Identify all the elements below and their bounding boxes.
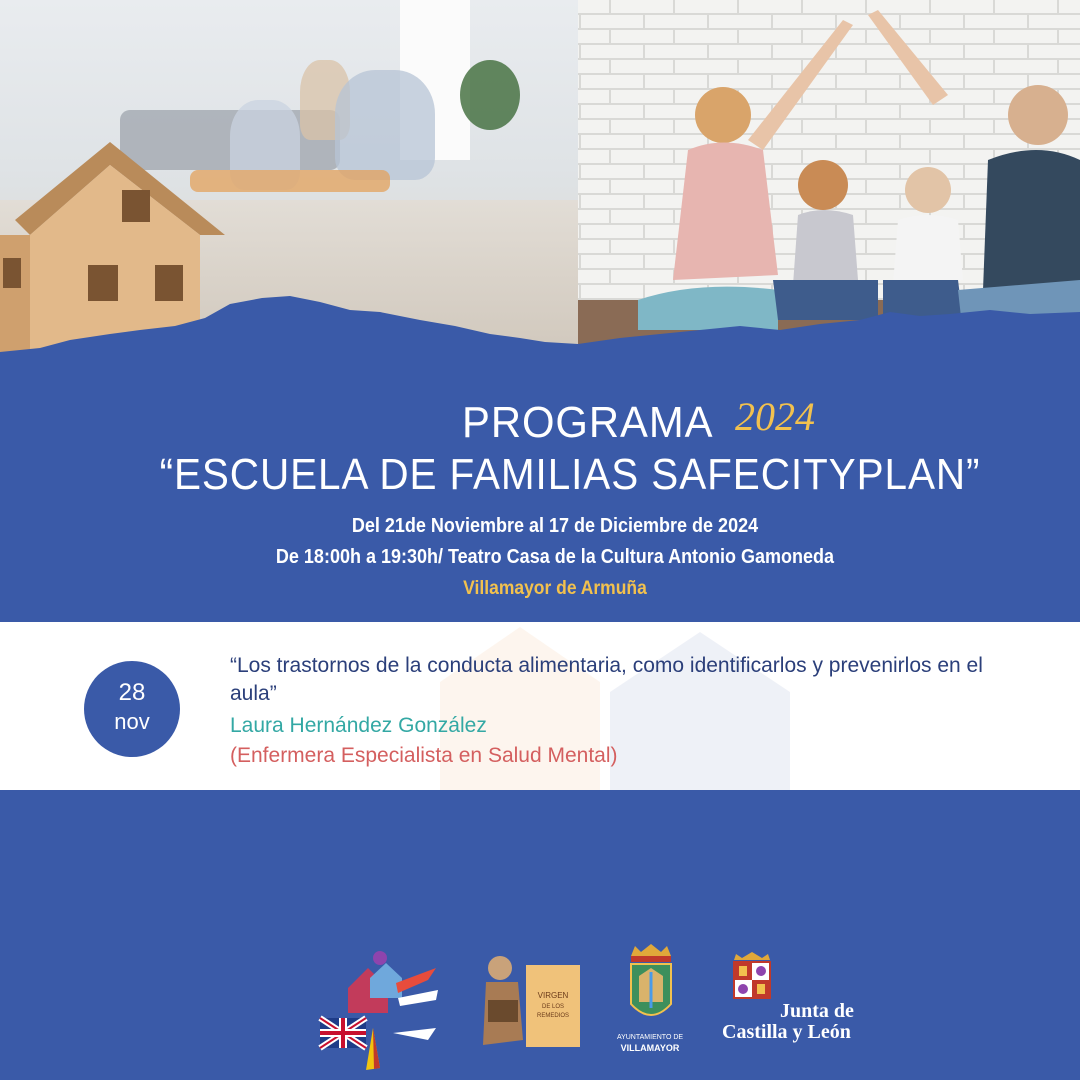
svg-text:DE LOS: DE LOS (541, 1004, 565, 1010)
event-title: “Los trastornos de la conducta alimentaria, como identificarlos y prevenirlos en el aula” (230, 654, 983, 705)
villamayor-label-small: AYUNTAMIENTO DE (616, 1034, 684, 1041)
jcyl-wordmark (722, 1001, 854, 1043)
event-month: nov (114, 709, 150, 734)
event-card (0, 622, 1080, 790)
villamayor-label: VILLAMAYOR (620, 1043, 680, 1053)
program-dates: Del 21de Noviembre al 17 de Diciembre de 2024 (351, 515, 759, 537)
jcyl-line2: Castilla y León (722, 1021, 851, 1043)
plant (460, 60, 520, 130)
virgen-remedios-logo (478, 950, 583, 1055)
program-year: 2024 (735, 394, 815, 439)
event-speaker-role: (Enfermera Especialista en Salud Mental) (230, 744, 618, 767)
safecity-logo (318, 948, 440, 1073)
program-location: Villamayor de Armuña (463, 578, 647, 599)
svg-text:VIRGEN: VIRGEN (537, 991, 569, 1000)
event-day: 28 (118, 679, 146, 706)
blurred-father (335, 70, 435, 180)
event-date-badge (84, 661, 180, 757)
torn-edge (0, 290, 1080, 380)
event-speaker: Laura Hernández González (230, 714, 487, 737)
program-label: PROGRAMA (462, 398, 714, 447)
jcyl-line1: Junta de (780, 1000, 854, 1022)
svg-text:REMEDIOS: REMEDIOS (536, 1013, 570, 1019)
villamayor-crest (625, 942, 677, 1032)
jcyl-crest (728, 952, 776, 1000)
program-schedule: De 18:00h a 19:30h/ Teatro Casa de la Cultura Antonio Gamoneda (275, 546, 835, 568)
program-title: “ESCUELA DE FAMILIAS SAFECITYPLAN” (159, 450, 981, 499)
